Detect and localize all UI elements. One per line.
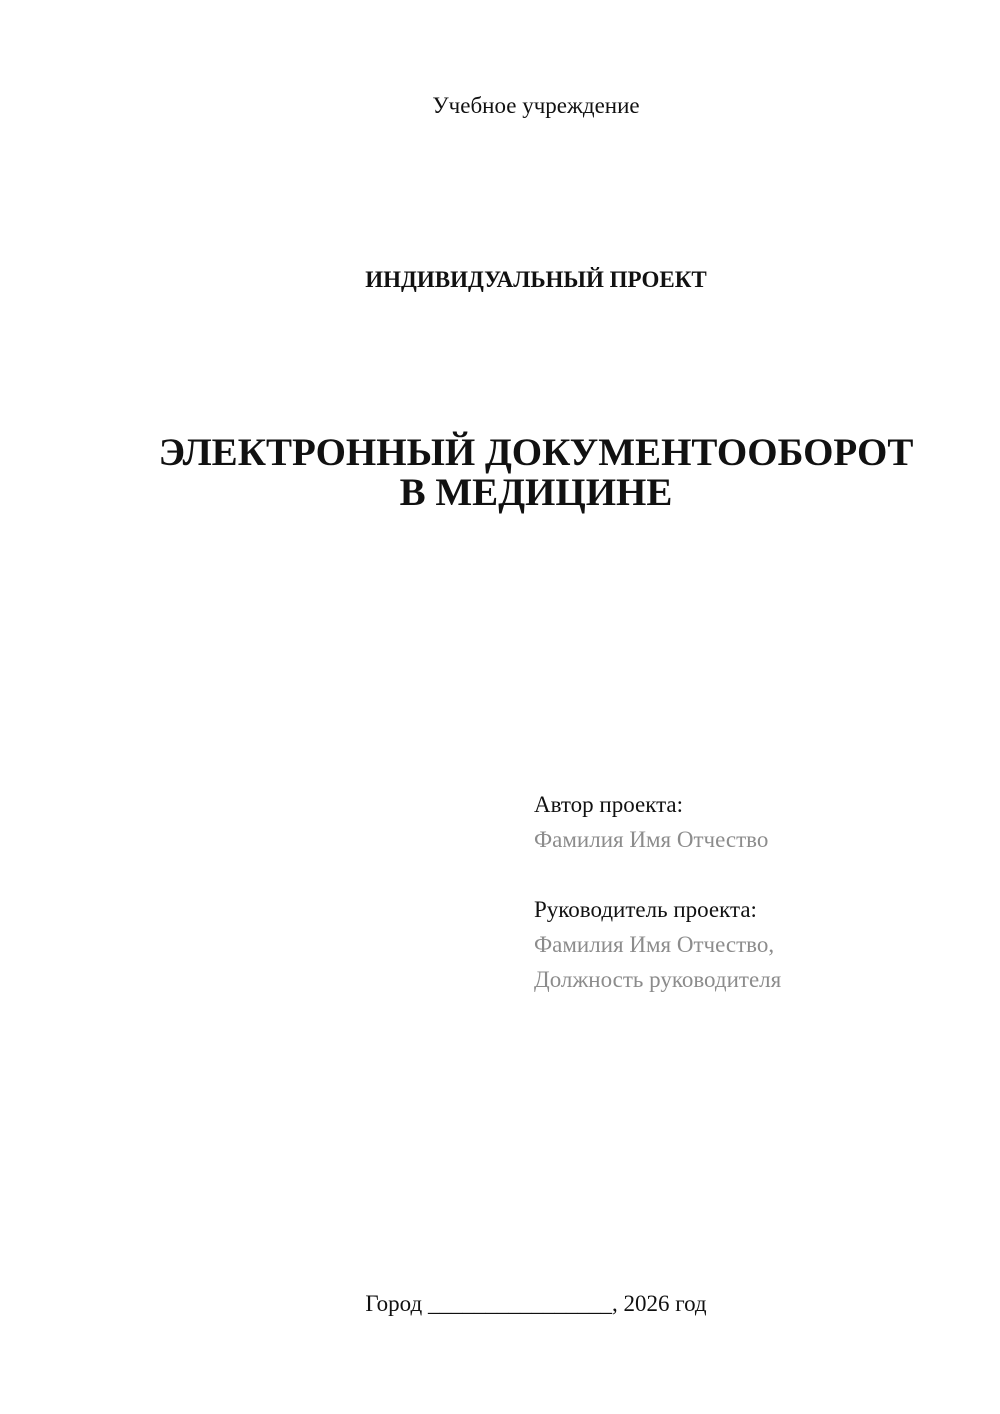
- institution-name: Учебное учреждение: [432, 93, 640, 118]
- city-year-footer: Город ________________, 2026 год: [365, 1291, 707, 1316]
- credits-block: [534, 787, 974, 997]
- supervisor-position: Должность руководителя: [534, 967, 782, 992]
- project-title-line-1: ЭЛЕКТРОННЫЙ ДОКУМЕНТООБОРОТ: [158, 431, 914, 474]
- credits-spacer: [534, 857, 974, 892]
- author-label: Автор проекта:: [534, 792, 683, 817]
- project-type-heading: ИНДИВИДУАЛЬНЫЙ ПРОЕКТ: [365, 267, 707, 292]
- project-title: [0, 433, 1000, 513]
- project-title-line-2: В МЕДИЦИНЕ: [399, 471, 673, 514]
- author-name: Фамилия Имя Отчество: [534, 827, 769, 852]
- supervisor-label: Руководитель проекта:: [534, 897, 757, 922]
- supervisor-name: Фамилия Имя Отчество,: [534, 932, 775, 957]
